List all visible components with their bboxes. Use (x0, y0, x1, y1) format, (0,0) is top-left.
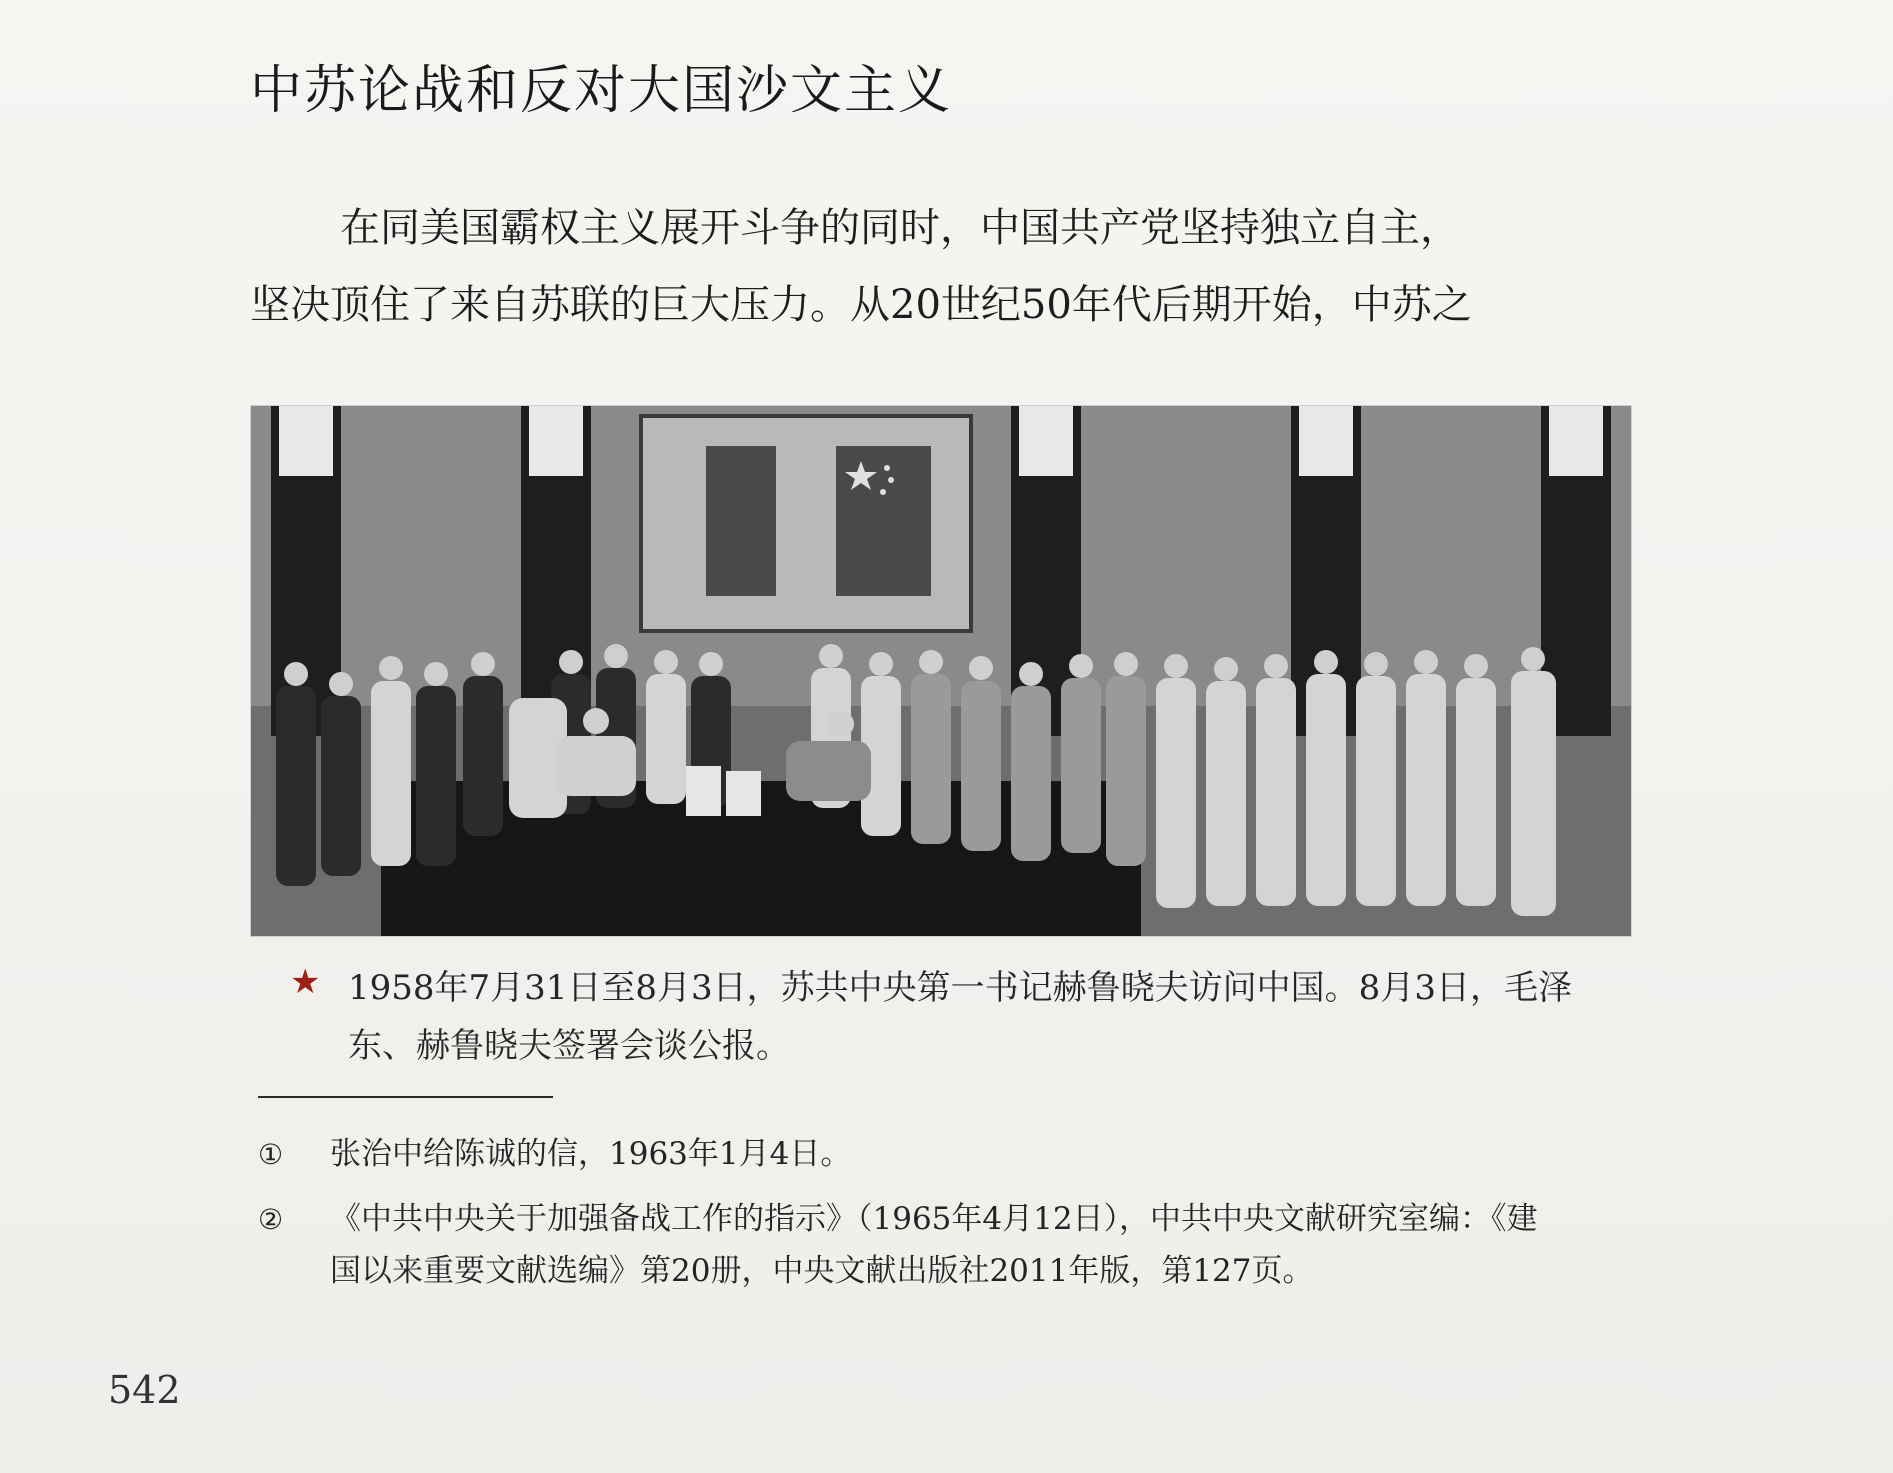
caption-line-1: 1958年7月31日至8月3日，苏共中央第一书记赫鲁晓夫访问中国。8月3日，毛泽 (348, 968, 1572, 1008)
section-title: 中苏论战和反对大国沙文主义 (250, 61, 953, 121)
paragraph-line-1: 在同美国霸权主义展开斗争的同时，中国共产党坚持独立自主， (340, 205, 1460, 251)
star-icon: ★ (290, 962, 321, 1002)
footnote-1-mark: ① (258, 1138, 284, 1171)
paragraph-line-2: 坚决顶住了来自苏联的巨大压力。从20世纪50年代后期开始，中苏之 (250, 282, 1472, 328)
footnote-divider (258, 1096, 553, 1098)
caption-line-2: 东、赫鲁晓夫签署会谈公报。 (348, 1026, 790, 1066)
footnote-2-mark: ② (258, 1203, 284, 1236)
historical-photo (250, 405, 1632, 937)
page-number: 542 (108, 1368, 181, 1412)
footnote-1 (258, 1128, 851, 1173)
footnote-2-continuation: 国以来重要文献选编》第20册，中央文献出版社2011年版，第127页。 (330, 1253, 1314, 1289)
footnote-2 (258, 1193, 1538, 1238)
footnote-1-text: 张治中给陈诚的信，1963年1月4日。 (330, 1136, 852, 1172)
footnote-2-text: 《中共中央关于加强备战工作的指示》（1965年4月12日），中共中央文献研究室编：《建 (330, 1201, 1538, 1237)
photo-illustration (251, 406, 1631, 936)
